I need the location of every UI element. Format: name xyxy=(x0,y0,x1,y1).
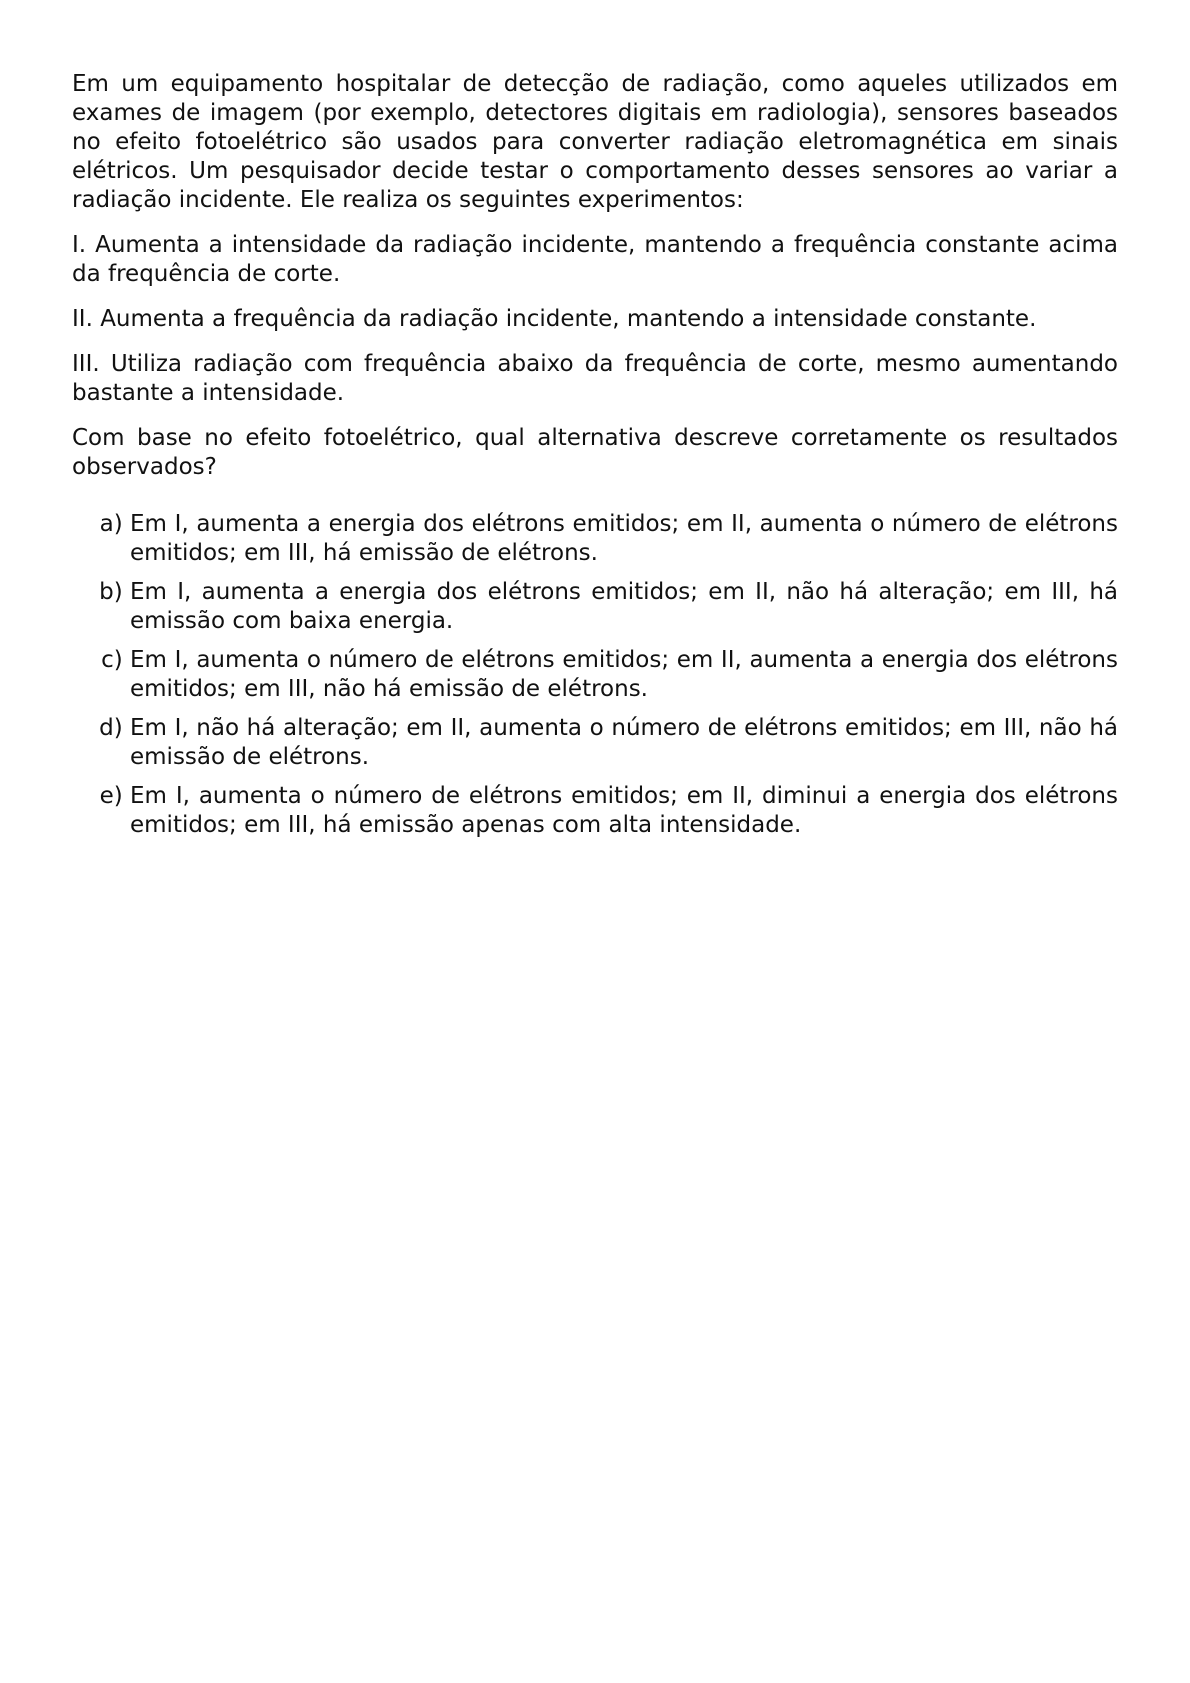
option-letter: d) xyxy=(99,715,123,741)
experiment-1: I. Aumenta a intensidade da radiação incidente, mantendo a frequência constante acima da frequência de corte. xyxy=(72,232,1118,287)
option-text: Em I, aumenta o número de elétrons emitidos; em II, diminui a energia dos elétrons emitidos; em III, há emissão apenas com alta intensidade. xyxy=(130,783,1118,838)
question-text: Com base no efeito fotoelétrico, qual alternativa descreve corretamente os resultados observados? xyxy=(72,425,1118,480)
option-b xyxy=(72,578,1118,636)
option-letter: c) xyxy=(101,647,123,673)
option-d xyxy=(72,714,1118,772)
option-letter: e) xyxy=(99,783,123,809)
option-text: Em I, aumenta o número de elétrons emitidos; em II, aumenta a energia dos elétrons emitidos; em III, não há emissão de elétrons. xyxy=(130,647,1118,702)
option-text: Em I, não há alteração; em II, aumenta o número de elétrons emitidos; em III, não há emissão de elétrons. xyxy=(130,715,1118,770)
document-page xyxy=(72,70,1118,850)
option-e xyxy=(72,782,1118,840)
experiment-2: II. Aumenta a frequência da radiação incidente, mantendo a intensidade constante. xyxy=(72,306,1037,332)
answer-options xyxy=(72,510,1118,840)
option-c xyxy=(72,646,1118,704)
option-text: Em I, aumenta a energia dos elétrons emitidos; em II, aumenta o número de elétrons emitidos; em III, há emissão de elétrons. xyxy=(130,511,1118,566)
option-letter: a) xyxy=(99,511,123,537)
intro-paragraph: Em um equipamento hospitalar de detecção de radiação, como aqueles utilizados em exames de imagem (por exemplo, detectores digitais em radiologia), sensores baseados no efeito fotoelétrico são usados para converter radiação eletromagnética em sinais elétricos. Um pesquisador decide testar o comportamento desses sensores ao variar a radiação incidente. Ele realiza os seguintes experimentos: xyxy=(72,71,1118,213)
option-a xyxy=(72,510,1118,568)
experiment-3: III. Utiliza radiação com frequência abaixo da frequência de corte, mesmo aumentando bastante a intensidade. xyxy=(72,351,1118,406)
option-letter: b) xyxy=(99,579,123,605)
option-text: Em I, aumenta a energia dos elétrons emitidos; em II, não há alteração; em III, há emissão com baixa energia. xyxy=(130,579,1118,634)
